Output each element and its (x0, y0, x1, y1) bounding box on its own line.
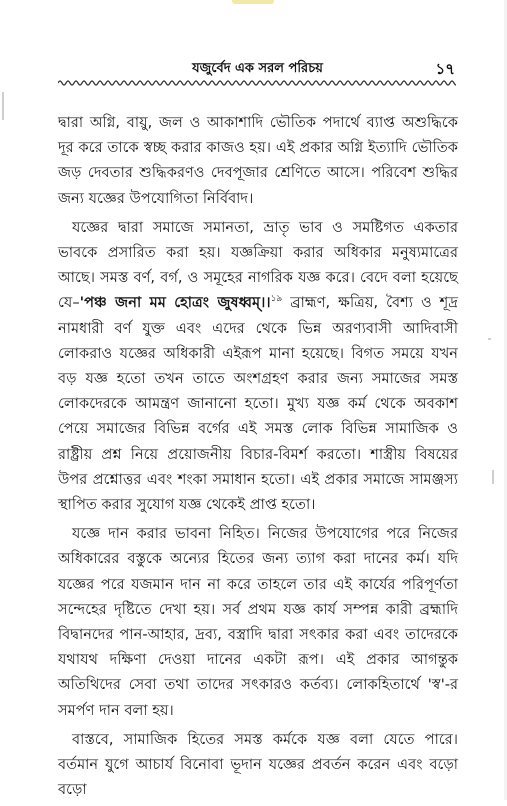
running-title: যজুর্বেদ এক সরল পরিচয় (192, 61, 323, 76)
vedic-quote: 'পঞ্চ জনা মম হোত্রং জুষধ্বম্‌।। (79, 294, 271, 312)
paragraph-3: যজ্ঞে দান করার ভাবনা নিহিত। নিজের উপযোগের পরে নিজের অধিকারের বস্তুকে অন্যের হিতের জন্য ত্যাগ করা দানের কর্ম। যদি যজ্ঞের পরে যজমান দান না করে তাহলে তার এই কার্যের পরিপূর্ণতা সন্দেহের দৃষ্টিতে দেখা হয়। সর্ব প্রথম যজ্ঞ কার্য সম্পন্ন কারী ব্রহ্মাদি বিদ্বানদের পান-আহার, দ্রব্য, বস্ত্রাদি দ্বারা সৎকার করা এবং তাদেরকে যথাযথ দক্ষিণা দেওয়া দানের একটা রূপ। এই প্রকার আগন্তুক অতিথিদের সেবা তথা তাদের সৎকারও কর্তব্য। লোকহিতার্থে 'স্ব'-র সমর্পণ দান বলা হয়। (58, 525, 458, 719)
margin-mark (492, 470, 494, 484)
header-wavy-rule (58, 76, 456, 90)
top-color-mark (232, 0, 274, 4)
paragraph-2-text-before: যজ্ঞের দ্বারা সমাজে সমানতা, ভ্রাতৃ ভাব ও সমষ্টিগত একতার ভাবকে প্রসারিত করা হয়। যজ্ঞক্রিয়া করার অধিকার মনুষ্যমাত্রের আছে। সমস্ত বর্ণ, বর্গ, ও সমূহের নাগরিক যজ্ঞ করে। বেদে বলা হয়েছে যে– (58, 218, 458, 312)
margin-mark (488, 338, 491, 340)
paragraph-2-text-after: ব্রাহ্মণ, ক্ষত্রিয়, বৈশ্য ও শূদ্র নামধারী বর্ণ যুক্ত এবং এদের থেকে ভিন্ন অরণ্যবাসী আদিবাসী লোকরাও যজ্ঞের অধিকারী এইরূপ মানা হয়েছে। বিগত সময়ে যখন বড় যজ্ঞ হতো তখন তাতে অংশগ্রহণ করার জন্য সমাজের সমস্ত লোকদেরকে আমন্ত্রণ জানানো হতো। মুখ্য যজ্ঞ কর্ম থেকে অবকাশ পেয়ে সমাজের বিভিন্ন বর্গের এই সমস্ত লোক বিভিন্ন সামাজিক ও রাষ্ট্রীয় প্রশ্ন নিয়ে প্রয়োজনীয় বিচার-বিমর্শ করতো। শাস্ত্রীয় বিষয়ের উপর প্রশ্নোত্তর এবং শংকা সমাধান হতো। এই প্রকার সমাজে সামঞ্জস্য স্থাপিত করার সুযোগ যজ্ঞ থেকেই প্রাপ্ত হতো। (58, 294, 459, 514)
margin-mark (2, 92, 4, 120)
footnote-ref: ১৯ (270, 294, 283, 305)
body-text (58, 110, 458, 806)
paragraph-1: দ্বারা অগ্নি, বায়ু, জল ও আকাশাদি ভৌতিক পদার্থে ব্যাপ্ত অশুদ্ধিকে দূর করে তাকে স্বচ্ছ করার কাজও হয়। এই প্রকার অগ্নি ইত্যাদি ভৌতিক জড় দেবতার শুদ্ধিকরণও দেবপূজার শ্রেণিতে আসে। পরিবেশ শুদ্ধির জন্য যজ্ঞের উপযোগিতা নির্বিবাদ। (58, 114, 458, 207)
paragraph-2 (58, 215, 458, 517)
paragraph-4: বাস্তবে, সামাজিক হিতের সমস্ত কর্মকে যজ্ঞ বলা যেতে পারে। বর্তমান যুগে আচার্য বিনোবা ভূদান যজ্ঞের প্রবর্তন করেন এবং বড়ো বড়ো (58, 730, 458, 799)
page-number: ১৭ (435, 60, 455, 78)
